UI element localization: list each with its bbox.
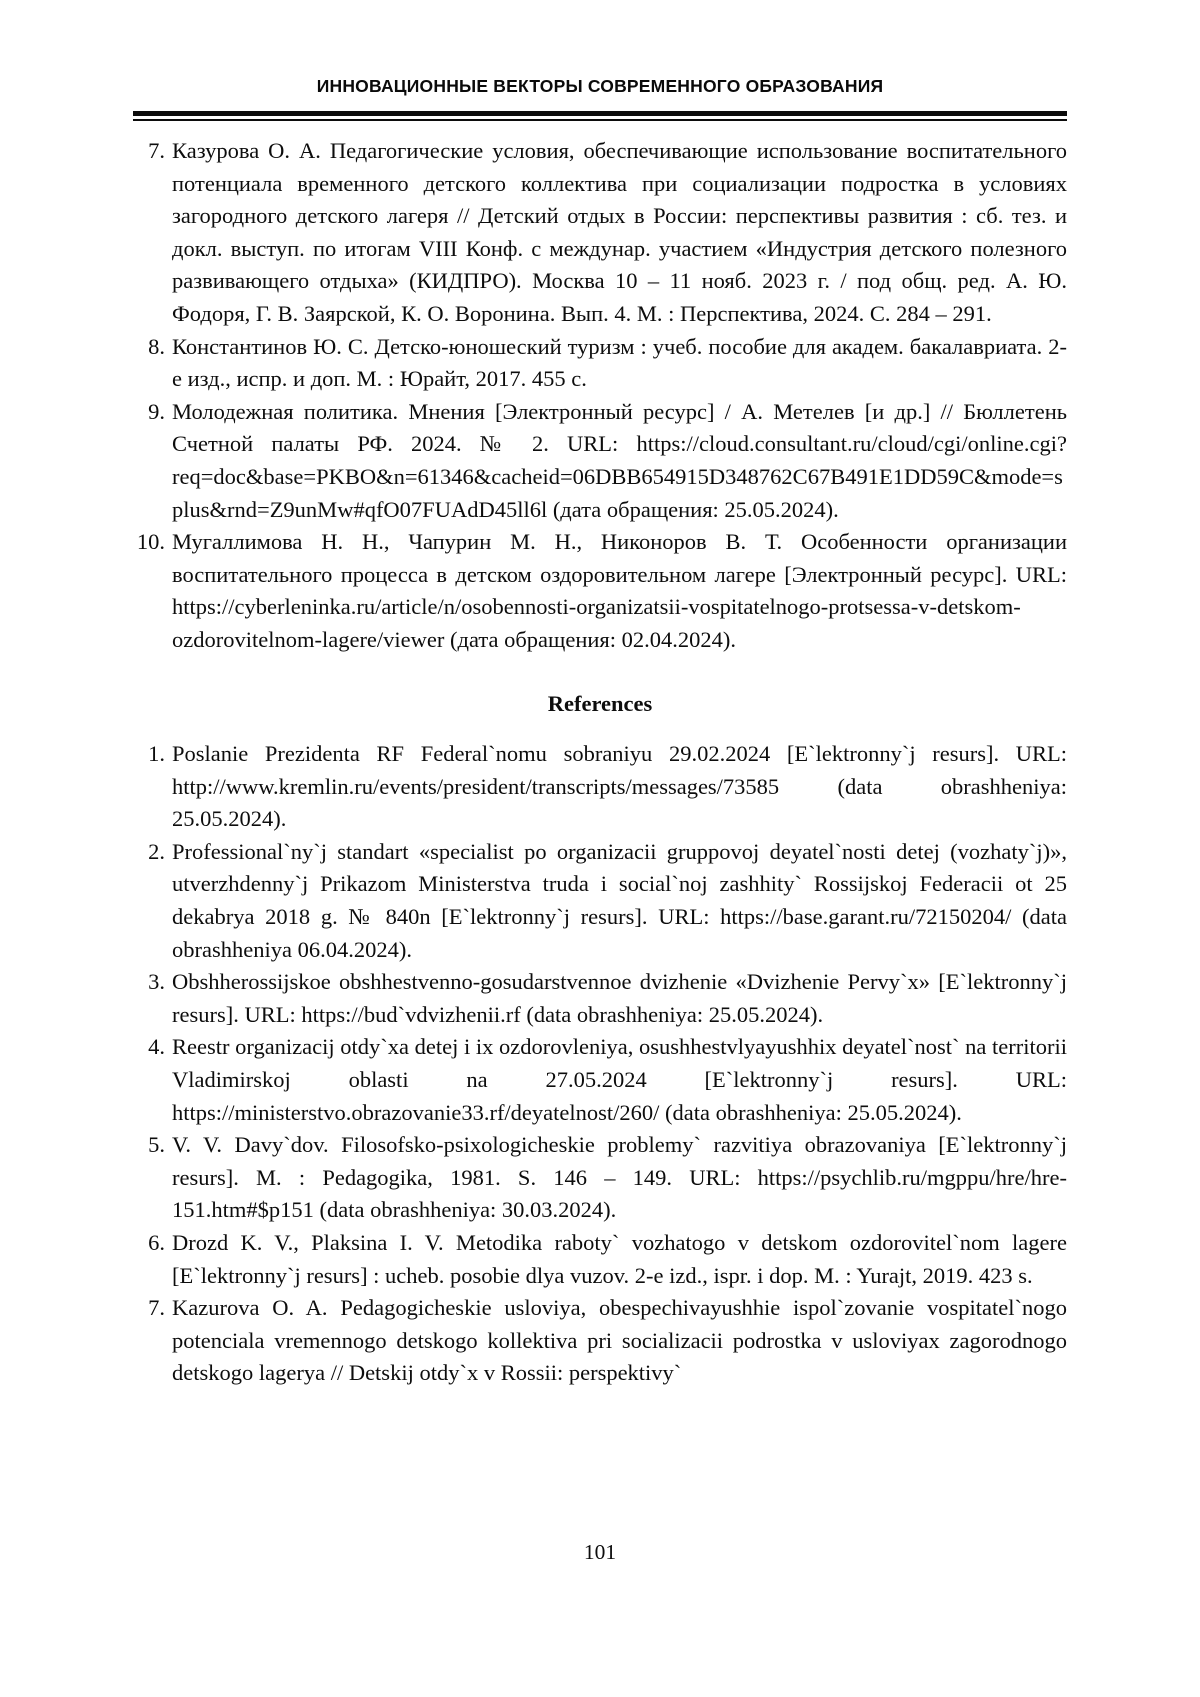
item-text: Professional`ny`j standart «specialist po organizacii gruppovoj deyatel`nosti detej (vozhaty`j)», utverzhdenny`j Prikazom Ministerstva truda i social`noj zashhity` Rossijskoj Federacii ot 25 dekabrya 2018 g. № 840n [E`lektronny`j resurs]. URL: https://base.garant.ru/72150204/ (data obrashheniya 06.04.2024). bbox=[172, 838, 1067, 962]
item-text: Obshherossijskoe obshhestvenno-gosudarstvennoe dvizhenie «Dvizhenie Pervy`x» [E`lektronny`j resurs]. URL: https://bud`vdvizhenii.rf (data obrashheniya: 25.05.2024). bbox=[172, 969, 1067, 1027]
reference-item bbox=[133, 396, 1067, 526]
item-number: 4. bbox=[148, 1034, 165, 1060]
item-text: Константинов Ю. С. Детско-юношеский туризм : учеб. пособие для академ. бакалавриата. 2-е изд., испр. и доп. М. : Юрайт, 2017. 455 с. bbox=[172, 333, 1067, 392]
item-text: Мугаллимова Н. Н., Чапурин М. Н., Никоноров В. Т. Особенности организации воспитательного процесса в детском оздоровительном лагере [Электронный ресурс]. URL: https://cyberleninka.ru/article/n/osobennosti-organizatsii-vospitatelnogo-protsessa-v-detskom-ozdorovitelnom-lagere/viewer (дата обращения: 02.04.2024). bbox=[172, 529, 1067, 652]
item-text: Казурова О. А. Педагогические условия, обеспечивающие использование воспитательного потенциала временного детского коллектива при социализации подростка в условиях загородного детского лагеря // Детский отдых в России: перспективы развития : сб. тез. и докл. выступ. по итогам VIII Конф. с междунар. участием «Индустрия детского полезного развивающего отдыха» (КИДПРО). Москва 10 – 11 нояб. 2023 г. / под общ. ред. А. Ю. Фодоря, Г. В. Заярской, К. О. Воронина. Вып. 4. М. : Перспектива, 2024. С. 284 – 291. bbox=[172, 138, 1067, 326]
reference-item bbox=[133, 738, 1067, 836]
reference-item bbox=[133, 331, 1067, 396]
transliterated-references-list bbox=[133, 738, 1067, 1390]
reference-item bbox=[133, 526, 1067, 656]
item-text: V. V. Davy`dov. Filosofsko-psixologicheskie problemy` razvitiya obrazovaniya [E`lektronny`j resurs]. M. : Pedagogika, 1981. S. 146 – 149. URL: https://psychlib.ru/mgppu/hre/hre-151.htm#$p151 (data obrashheniya: 30.03.2024). bbox=[172, 1132, 1067, 1223]
item-number: 7. bbox=[148, 1295, 165, 1321]
reference-item bbox=[133, 135, 1067, 331]
item-number: 7. bbox=[148, 138, 165, 163]
item-number: 9. bbox=[148, 398, 165, 424]
reference-item bbox=[133, 966, 1067, 1031]
russian-references-list bbox=[133, 135, 1067, 657]
item-text: Kazurova O. A. Pedagogicheskie usloviya, obespechivayushhie ispol`zovanie vospitatel`nogo potenciala vremennogo detskogo kollektiva pri socializacii podrostka v usloviyax zagorodnogo detskogo lagerya // Detskij otdy`x v Rossii: perspektivy` bbox=[172, 1295, 1067, 1386]
item-number: 10. bbox=[136, 529, 165, 555]
item-text: Drozd K. V., Plaksina I. V. Metodika raboty` vozhatogo v detskom ozdorovitel`nom lagere [E`lektronny`j resurs] : ucheb. posobie dlya vuzov. 2-e izd., ispr. i dop. M. : Yurajt, 2019. 423 s. bbox=[172, 1230, 1067, 1288]
journal-running-title: ИННОВАЦИОННЫЕ ВЕКТОРЫ СОВРЕМЕННОГО ОБРАЗОВАНИЯ bbox=[316, 76, 884, 96]
item-number: 6. bbox=[148, 1230, 165, 1255]
header-divider-rule bbox=[133, 111, 1067, 121]
item-number: 8. bbox=[148, 333, 165, 359]
reference-item bbox=[133, 1129, 1067, 1227]
item-number: 1. bbox=[148, 741, 165, 767]
item-number: 2. bbox=[148, 838, 165, 864]
reference-item bbox=[133, 836, 1067, 966]
reference-item bbox=[133, 1031, 1067, 1129]
item-number: 5. bbox=[148, 1132, 165, 1158]
reference-item bbox=[133, 1227, 1067, 1292]
page-content bbox=[133, 135, 1067, 1390]
item-text: Reestr organizacij otdy`xa detej i ix ozdorovleniya, osushhestvlyayushhix deyatel`nost` na territorii Vladimirskoj oblasti na 27.05.2024 [E`lektronny`j resurs]. URL: https://ministerstvo.obrazovanie33.rf/deyatelnost/260/ (data obrashheniya: 25.05.2024). bbox=[172, 1034, 1067, 1125]
page-number: 101 bbox=[583, 1540, 617, 1564]
item-text: Молодежная политика. Мнения [Электронный ресурс] / А. Метелев [и др.] // Бюллетень Счетной палаты РФ. 2024. № 2. URL: https://cloud.consultant.ru/cloud/cgi/online.cgi?req=doc&base=PKBO&n=61346&cacheid=06DBB654915D348762C67B491E1DD59C&mode=splus&rnd=Z9unMw#qfO07FUAdD45ll6l (дата обращения: 25.05.2024). bbox=[172, 398, 1067, 522]
item-number: 3. bbox=[148, 969, 165, 995]
reference-item bbox=[133, 1292, 1067, 1390]
item-text: Poslanie Prezidenta RF Federal`nomu sobraniyu 29.02.2024 [E`lektronny`j resurs]. URL: http://www.kremlin.ru/events/president/transcripts/messages/73585 (data obrashheniya: 25.05.2024). bbox=[172, 741, 1067, 832]
references-section-heading: References bbox=[547, 690, 653, 716]
